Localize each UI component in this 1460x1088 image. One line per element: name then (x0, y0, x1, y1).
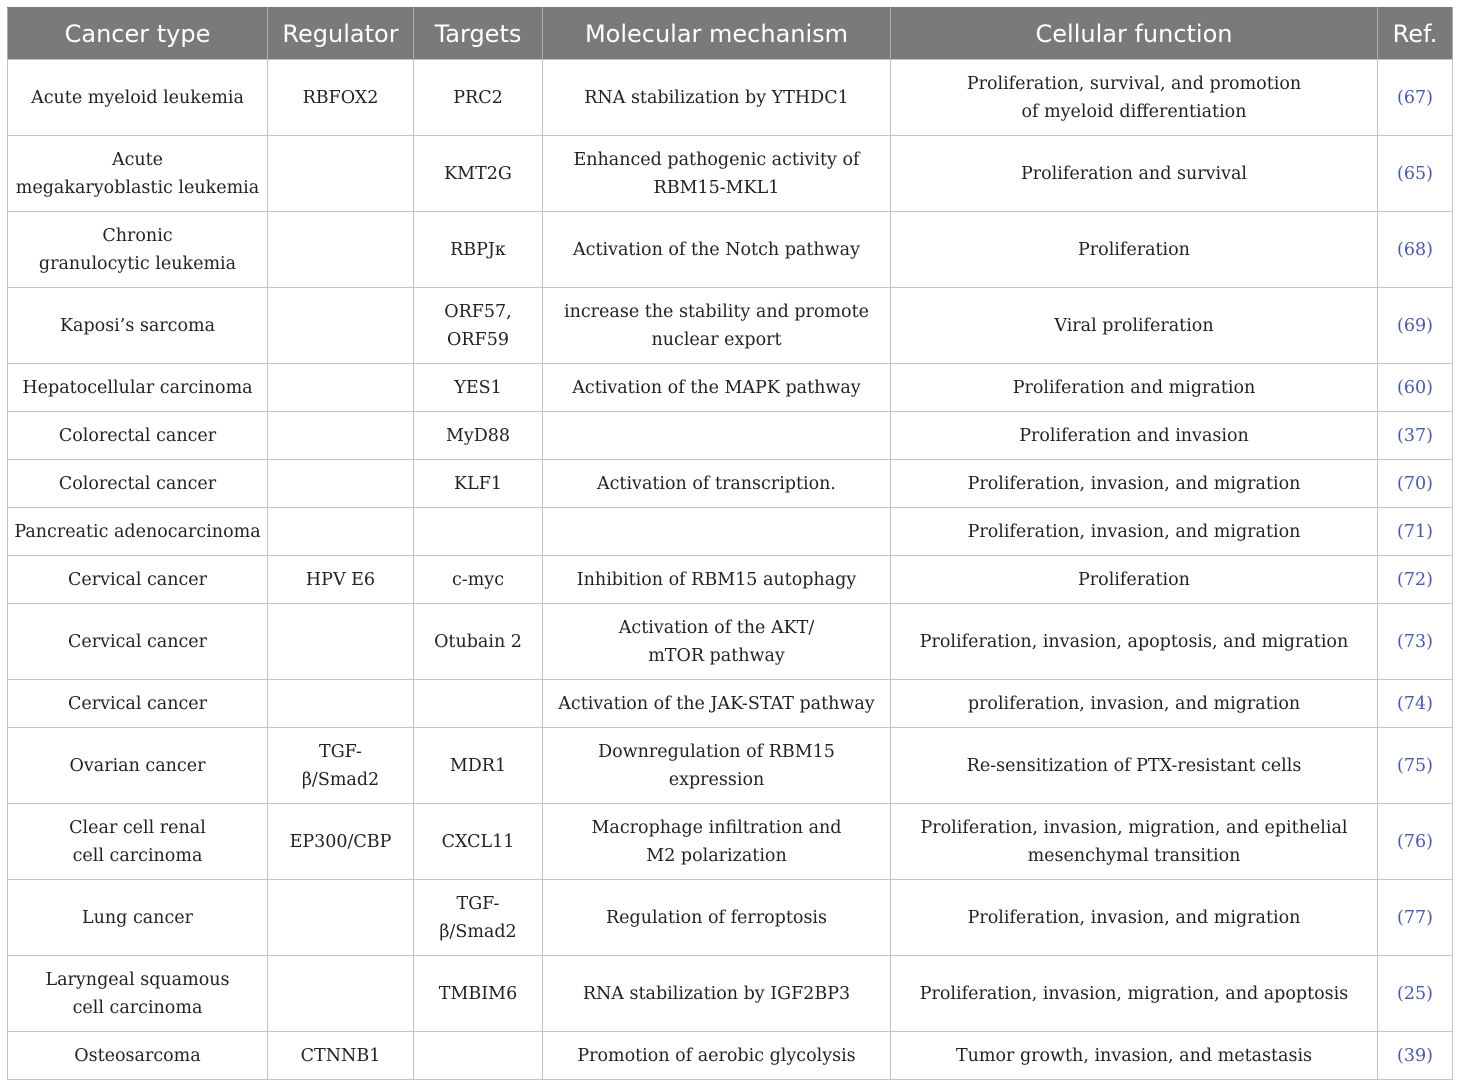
cancer-type-cell: Clear cell renal cell carcinoma (8, 804, 268, 880)
targets-cell: KLF1 (414, 460, 543, 508)
mechanism-cell: Activation of the Notch pathway (543, 212, 891, 288)
regulator-cell: EP300/CBP (268, 804, 414, 880)
regulator-cell (268, 680, 414, 728)
header-ref: Ref. (1378, 8, 1453, 60)
ref-cell: (69) (1378, 288, 1453, 364)
regulator-cell: CTNNB1 (268, 1032, 414, 1080)
ref-link[interactable]: 68 (1403, 239, 1427, 260)
cancer-type-cell: Pancreatic adenocarcinoma (8, 508, 268, 556)
ref-cell: (72) (1378, 556, 1453, 604)
mechanism-cell: Activation of the MAPK pathway (543, 364, 891, 412)
regulator-cell (268, 604, 414, 680)
ref-link[interactable]: 73 (1403, 631, 1427, 652)
function-cell: Proliferation, invasion, migration, and apoptosis (891, 956, 1378, 1032)
targets-cell: KMT2G (414, 136, 543, 212)
targets-cell: YES1 (414, 364, 543, 412)
targets-cell: MDR1 (414, 728, 543, 804)
targets-cell (414, 508, 543, 556)
mechanism-cell: increase the stability and promote nuclear export (543, 288, 891, 364)
ref-link[interactable]: 39 (1403, 1045, 1427, 1066)
cancer-type-cell: Colorectal cancer (8, 460, 268, 508)
cancer-type-cell: Cervical cancer (8, 680, 268, 728)
table-row (8, 1032, 1453, 1080)
targets-cell: c-myc (414, 556, 543, 604)
mechanism-cell: Regulation of ferroptosis (543, 880, 891, 956)
ref-link[interactable]: 77 (1403, 907, 1427, 928)
function-cell: Proliferation, invasion, apoptosis, and migration (891, 604, 1378, 680)
ref-link[interactable]: 71 (1403, 521, 1427, 542)
table-row (8, 604, 1453, 680)
mechanism-cell: RNA stabilization by IGF2BP3 (543, 956, 891, 1032)
targets-cell: CXCL11 (414, 804, 543, 880)
function-cell: Proliferation (891, 556, 1378, 604)
mechanism-cell: Activation of the JAK-STAT pathway (543, 680, 891, 728)
mechanism-cell (543, 508, 891, 556)
targets-cell: RBPJκ (414, 212, 543, 288)
regulator-cell (268, 288, 414, 364)
table-row (8, 728, 1453, 804)
ref-cell: (25) (1378, 956, 1453, 1032)
targets-cell: TGF- β/Smad2 (414, 880, 543, 956)
data-table (7, 7, 1453, 1080)
regulator-cell: TGF- β/Smad2 (268, 728, 414, 804)
header-cellular-function: Cellular function (891, 8, 1378, 60)
table-row (8, 136, 1453, 212)
targets-cell: MyD88 (414, 412, 543, 460)
ref-link[interactable]: 67 (1403, 87, 1427, 108)
cancer-type-cell: Osteosarcoma (8, 1032, 268, 1080)
ref-link[interactable]: 69 (1403, 315, 1427, 336)
mechanism-cell: Macrophage infiltration and M2 polarization (543, 804, 891, 880)
table-row (8, 412, 1453, 460)
regulator-cell (268, 460, 414, 508)
regulator-cell (268, 412, 414, 460)
targets-cell: ORF57, ORF59 (414, 288, 543, 364)
function-cell: Proliferation (891, 212, 1378, 288)
targets-cell: PRC2 (414, 60, 543, 136)
ref-link[interactable]: 72 (1403, 569, 1427, 590)
function-cell: proliferation, invasion, and migration (891, 680, 1378, 728)
ref-link[interactable]: 74 (1403, 693, 1427, 714)
ref-cell: (65) (1378, 136, 1453, 212)
function-cell: Proliferation and invasion (891, 412, 1378, 460)
ref-cell: (77) (1378, 880, 1453, 956)
table-row (8, 60, 1453, 136)
table-row (8, 212, 1453, 288)
table-row (8, 460, 1453, 508)
ref-cell: (67) (1378, 60, 1453, 136)
ref-cell: (75) (1378, 728, 1453, 804)
ref-cell: (76) (1378, 804, 1453, 880)
ref-cell: (73) (1378, 604, 1453, 680)
ref-cell: (70) (1378, 460, 1453, 508)
ref-cell: (71) (1378, 508, 1453, 556)
cancer-type-cell: Acute megakaryoblastic leukemia (8, 136, 268, 212)
cancer-type-cell: Acute myeloid leukemia (8, 60, 268, 136)
cancer-type-cell: Colorectal cancer (8, 412, 268, 460)
table-row (8, 556, 1453, 604)
table-body (8, 60, 1453, 1080)
mechanism-cell: Activation of transcription. (543, 460, 891, 508)
regulator-cell: RBFOX2 (268, 60, 414, 136)
cancer-type-cell: Cervical cancer (8, 556, 268, 604)
table-row (8, 508, 1453, 556)
ref-link[interactable]: 76 (1403, 831, 1427, 852)
function-cell: Proliferation, invasion, migration, and epithelial mesenchymal transition (891, 804, 1378, 880)
targets-cell: TMBIM6 (414, 956, 543, 1032)
function-cell: Proliferation, invasion, and migration (891, 508, 1378, 556)
regulator-cell (268, 956, 414, 1032)
cancer-type-cell: Lung cancer (8, 880, 268, 956)
table-row (8, 956, 1453, 1032)
mechanism-cell: Promotion of aerobic glycolysis (543, 1032, 891, 1080)
regulator-cell (268, 508, 414, 556)
table-row (8, 680, 1453, 728)
targets-cell (414, 680, 543, 728)
regulator-cell (268, 136, 414, 212)
cancer-type-cell: Ovarian cancer (8, 728, 268, 804)
header-molecular-mechanism: Molecular mechanism (543, 8, 891, 60)
header-cancer-type: Cancer type (8, 8, 268, 60)
ref-cell: (60) (1378, 364, 1453, 412)
ref-link[interactable]: 65 (1403, 163, 1427, 184)
cancer-type-cell: Hepatocellular carcinoma (8, 364, 268, 412)
targets-cell: Otubain 2 (414, 604, 543, 680)
function-cell: Proliferation, survival, and promotion of myeloid differentiation (891, 60, 1378, 136)
mechanism-cell (543, 412, 891, 460)
table-row (8, 804, 1453, 880)
ref-cell: (74) (1378, 680, 1453, 728)
mechanism-cell: Activation of the AKT/ mTOR pathway (543, 604, 891, 680)
mechanism-cell: Enhanced pathogenic activity of RBM15-MKL1 (543, 136, 891, 212)
regulator-cell (268, 212, 414, 288)
regulator-cell (268, 880, 414, 956)
ref-cell: (37) (1378, 412, 1453, 460)
cancer-type-cell: Kaposi’s sarcoma (8, 288, 268, 364)
regulator-cell: HPV E6 (268, 556, 414, 604)
table-row (8, 288, 1453, 364)
cancer-type-cell: Chronic granulocytic leukemia (8, 212, 268, 288)
function-cell: Re-sensitization of PTX-resistant cells (891, 728, 1378, 804)
cancer-type-cell: Cervical cancer (8, 604, 268, 680)
header-regulator: Regulator (268, 8, 414, 60)
targets-cell (414, 1032, 543, 1080)
table-row (8, 364, 1453, 412)
ref-cell: (68) (1378, 212, 1453, 288)
ref-cell: (39) (1378, 1032, 1453, 1080)
function-cell: Tumor growth, invasion, and metastasis (891, 1032, 1378, 1080)
mechanism-cell: Downregulation of RBM15 expression (543, 728, 891, 804)
ref-link[interactable]: 60 (1403, 377, 1427, 398)
ref-link[interactable]: 70 (1403, 473, 1427, 494)
function-cell: Proliferation, invasion, and migration (891, 880, 1378, 956)
function-cell: Proliferation and survival (891, 136, 1378, 212)
header-targets: Targets (414, 8, 543, 60)
ref-link[interactable]: 75 (1403, 755, 1427, 776)
mechanism-cell: Inhibition of RBM15 autophagy (543, 556, 891, 604)
header-row (8, 8, 1453, 60)
ref-link[interactable]: 25 (1403, 983, 1427, 1004)
function-cell: Viral proliferation (891, 288, 1378, 364)
ref-link[interactable]: 37 (1403, 425, 1427, 446)
regulator-cell (268, 364, 414, 412)
table-row (8, 880, 1453, 956)
function-cell: Proliferation and migration (891, 364, 1378, 412)
cancer-type-cell: Laryngeal squamous cell carcinoma (8, 956, 268, 1032)
mechanism-cell: RNA stabilization by YTHDC1 (543, 60, 891, 136)
function-cell: Proliferation, invasion, and migration (891, 460, 1378, 508)
